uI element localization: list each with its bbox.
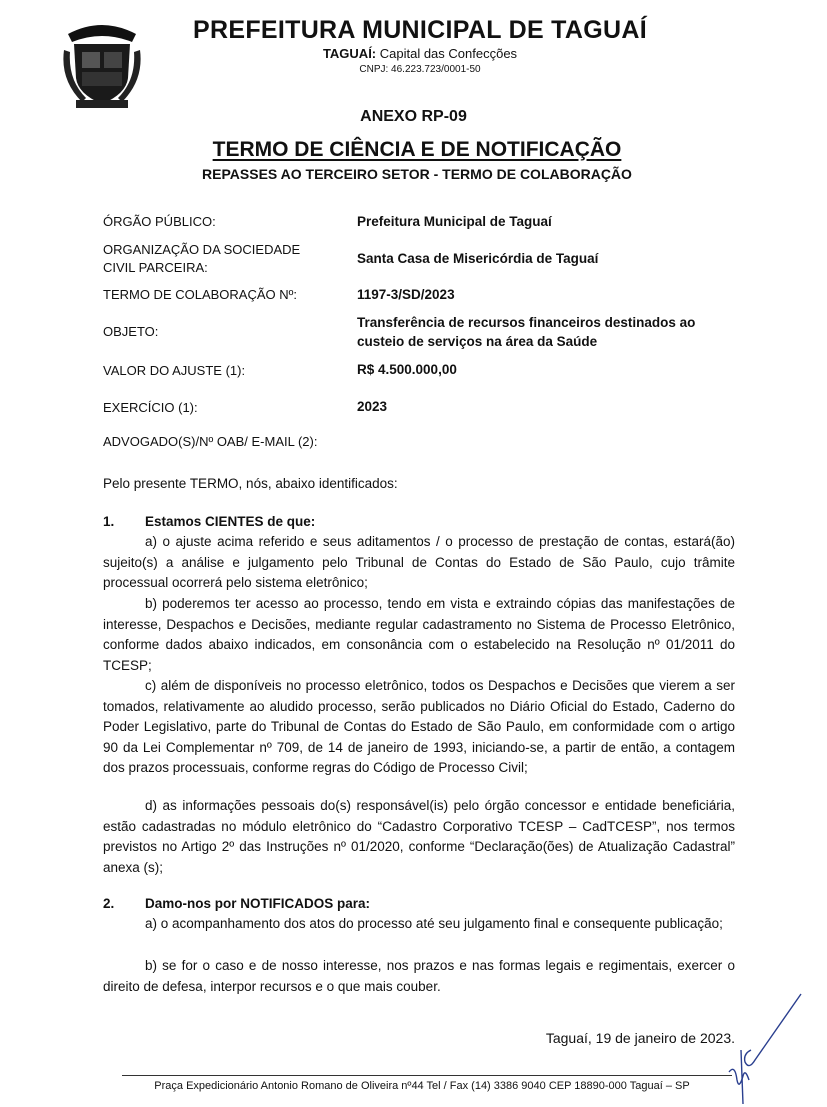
field-label-objeto: OBJETO: <box>103 324 159 339</box>
field-label-advogado: ADVOGADO(S)/Nº OAB/ E-MAIL (2): <box>103 434 318 449</box>
tagline-city: TAGUAÍ: <box>322 46 377 61</box>
section-2-item-a: a) o acompanhamento dos atos do processo até seu julgamento final e consequente publicação; <box>145 916 723 931</box>
field-value-objeto: Transferência de recursos financeiros destinados ao custeio de serviços na área da Saúde <box>357 315 696 349</box>
footer-address: Praça Expedicionário Antonio Romano de Oliveira nº44 Tel / Fax (14) 3386 9040 CEP 18890-000 Taguaí – SP <box>154 1080 690 1092</box>
field-value-organizacao: Santa Casa de Misericórdia de Taguaí <box>357 251 599 266</box>
section-1-item-d: d) as informações pessoais do(s) responsável(is) pelo órgão concessor e entidade beneficiária, estão cadastradas no módulo eletrônico do “Cadastro Corporativo TCESP – CadTCESP”, nos termos previstos no Artigo 2º das Instruções nº 01/2020, conforme “Declaração(ões) de Atualização Cadastral” anexa (s); <box>103 798 735 875</box>
field-value-termo: 1197-3/SD/2023 <box>357 287 455 302</box>
section-1-title: Estamos CIENTES de que: <box>145 514 316 529</box>
field-value-orgao: Prefeitura Municipal de Taguaí <box>357 214 552 229</box>
footer-divider <box>122 1075 732 1076</box>
document-title: TERMO DE CIÊNCIA E DE NOTIFICAÇÃO <box>212 138 622 161</box>
section-2-number: 2. <box>103 896 115 911</box>
document-subtitle: REPASSES AO TERCEIRO SETOR - TERMO DE COLABORAÇÃO <box>202 166 632 182</box>
municipality-title: PREFEITURA MUNICIPAL DE TAGUAÍ <box>193 16 647 44</box>
field-label-organizacao: ORGANIZAÇÃO DA SOCIEDADE CIVIL PARCEIRA: <box>103 242 301 275</box>
field-label-exercicio: EXERCÍCIO (1): <box>103 400 198 415</box>
tagline-text: Capital das Confecções <box>376 46 518 61</box>
cnpj-number: CNPJ: 46.223.723/0001-50 <box>359 64 481 75</box>
field-label-orgao: ÓRGÃO PÚBLICO: <box>103 214 216 229</box>
field-label-termo: TERMO DE COLABORAÇÃO Nº: <box>103 287 297 302</box>
section-1-number: 1. <box>103 514 115 529</box>
intro-paragraph: Pelo presente TERMO, nós, abaixo identificados: <box>103 476 398 491</box>
field-label-valor: VALOR DO AJUSTE (1): <box>103 363 246 378</box>
section-1-item-a: a) o ajuste acima referido e seus aditamentos / o processo de prestação de contas, estará(ão) sujeito(s) a análise e julgamento pelo Tribunal de Contas do Estado de São Paulo, cujo trâmite processual ocorrerá pelo sistema eletrônico; <box>103 534 735 591</box>
section-2-title: Damo-nos por NOTIFICADOS para: <box>145 896 371 911</box>
section-1-item-b: b) poderemos ter acesso ao processo, tendo em vista e extraindo cópias das manifestações de interesse, Despachos e Decisões, mediante regular cadastramento no Sistema de Processo Eletrônico, conforme dados abaixo indicados, em consonância com o estabelecido na Resolução nº 01/2011 do TCESP; <box>103 596 735 673</box>
field-value-valor: R$ 4.500.000,00 <box>357 362 457 377</box>
field-value-exercicio: 2023 <box>357 399 388 414</box>
section-2-item-b: b) se for o caso e de nosso interesse, nos prazos e nas formas legais e regimentais, exercer o direito de defesa, interpor recursos e o que mais couber. <box>103 958 735 994</box>
municipal-coat-of-arms-icon <box>62 20 142 110</box>
section-1-item-c: c) além de disponíveis no processo eletrônico, todos os Despachos e Decisões que vierem a ser tomados, relativamente ao aludido processo, serão publicados no Diário Oficial do Estado, Caderno do Poder Legislativo, parte do Tribunal de Contas do Estado de São Paulo, em conformidade com o artigo 90 da Lei Complementar nº 709, de 14 de janeiro de 1993, iniciando-se, a partir de então, a contagem dos prazos processuais, conforme regras do Código de Processo Civil; <box>103 678 735 776</box>
municipality-tagline <box>180 46 660 61</box>
annex-code: ANEXO RP-09 <box>360 108 467 125</box>
place-and-date: Taguaí, 19 de janeiro de 2023. <box>545 1030 735 1046</box>
